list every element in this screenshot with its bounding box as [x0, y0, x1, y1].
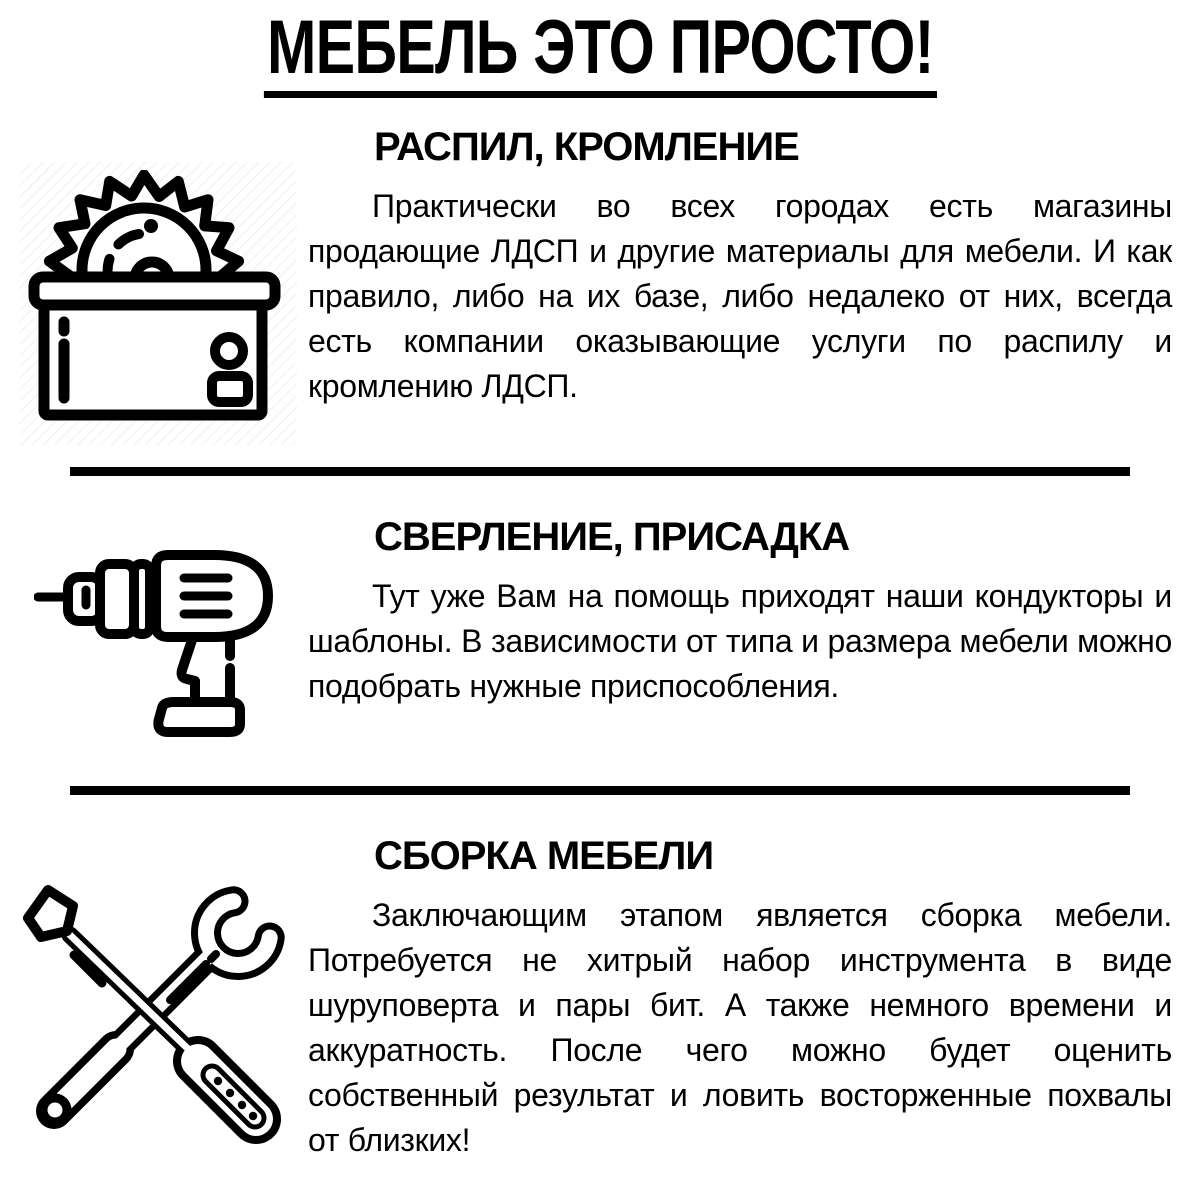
table-saw-icon	[28, 170, 281, 421]
section-cutting-text-column	[308, 124, 1200, 409]
section-cutting	[0, 124, 1200, 421]
section-cutting-icon-column	[0, 124, 308, 421]
drill-icon	[34, 550, 274, 737]
section-assembly-heading: СБОРКА МЕБЕЛИ	[374, 834, 714, 878]
section-drilling-paragraph: Тут уже Вам на помощь приходят наши кондукторы и шаблоны. В зависимости от типа и размера мебели можно подобрать нужные приспособления.	[308, 578, 1172, 704]
section-assembly-icon-column	[0, 833, 308, 1155]
section-drilling-icon-column	[0, 514, 308, 737]
section-divider	[70, 467, 1130, 476]
wrench-screwdriver-icon-svg	[22, 885, 287, 1155]
section-assembly-text-column	[308, 833, 1200, 1163]
title-block	[0, 0, 1200, 102]
wrench-screwdriver-icon	[22, 885, 287, 1155]
section-cutting-paragraph: Практически во всех городах есть магазины продающие ЛДСП и другие материалы для мебели. И как правило, либо на их базе, либо недалеко от них, всегда есть компании оказывающие услуги по распилу и кромлению ЛДСП.	[308, 188, 1172, 404]
section-drilling-text-column	[308, 514, 1200, 709]
table-saw-icon-svg	[28, 170, 281, 421]
section-drilling-heading: СВЕРЛЕНИЕ, ПРИСАДКА	[374, 515, 850, 559]
section-assembly	[0, 833, 1200, 1163]
section-assembly-paragraph: Заключающим этапом является сборка мебели. Потребуется не хитрый набор инструмента в виде шуруповерта и пары бит. А также немного времени и аккуратность. После чего можно будет оценить собственный результат и ловить восторженные похвалы от близких!	[308, 897, 1172, 1158]
page-title: МЕБЕЛЬ ЭТО ПРОСТО!	[264, 10, 937, 98]
section-divider	[70, 786, 1130, 795]
section-drilling	[0, 514, 1200, 758]
drill-icon-svg	[34, 550, 274, 737]
section-cutting-heading: РАСПИЛ, КРОМЛЕНИЕ	[374, 125, 799, 169]
